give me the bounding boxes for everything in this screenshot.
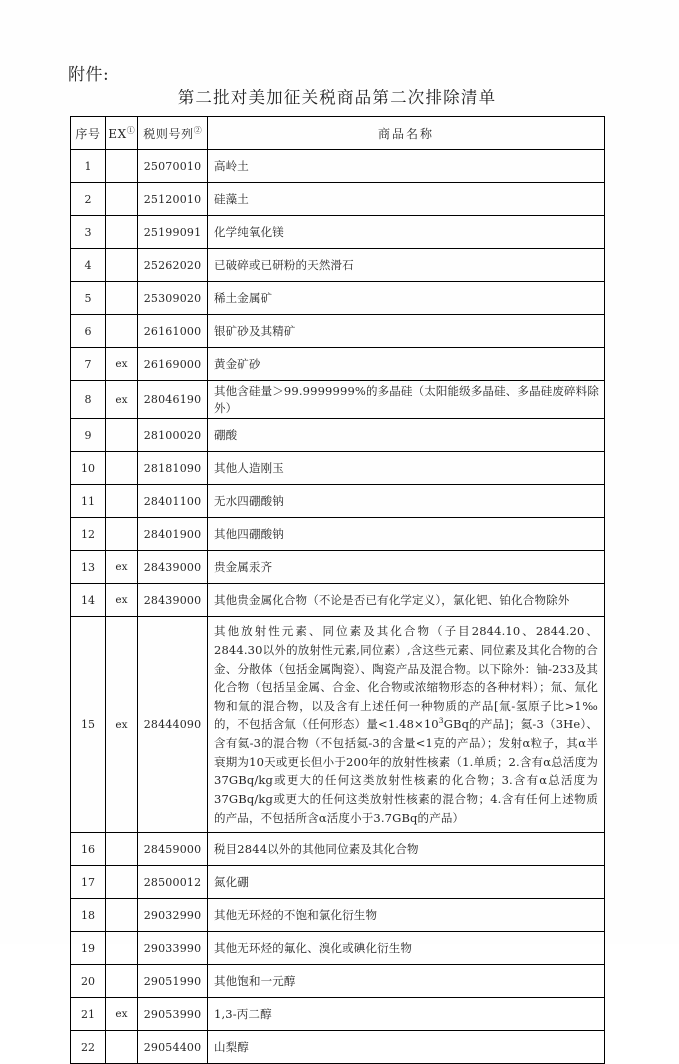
cell-product-name: 化学纯氧化镁 xyxy=(208,216,605,249)
cell-product-name: 硅藻土 xyxy=(208,183,605,216)
cell-sequence-number: 17 xyxy=(71,866,106,899)
cell-ex-marker xyxy=(106,485,138,518)
cell-product-name: 其他无环烃的不饱和氯化衍生物 xyxy=(208,899,605,932)
cell-tariff-code: 25262020 xyxy=(138,249,208,282)
table-row xyxy=(71,419,605,452)
cell-ex-marker xyxy=(106,419,138,452)
table-row xyxy=(71,183,605,216)
cell-product-name: 其他人造刚玉 xyxy=(208,452,605,485)
cell-sequence-number: 19 xyxy=(71,932,106,965)
exclusion-list-table xyxy=(70,116,605,1064)
cell-product-name: 山梨醇 xyxy=(208,1031,605,1064)
cell-sequence-number: 2 xyxy=(71,183,106,216)
table-row xyxy=(71,1031,605,1064)
table-row xyxy=(71,932,605,965)
cell-ex-marker xyxy=(106,249,138,282)
cell-ex-marker xyxy=(106,183,138,216)
cell-tariff-code: 25120010 xyxy=(138,183,208,216)
cell-sequence-number: 6 xyxy=(71,315,106,348)
table-row xyxy=(71,551,605,584)
cell-ex-marker xyxy=(106,899,138,932)
cell-ex-marker xyxy=(106,282,138,315)
cell-ex-marker: ex xyxy=(106,998,138,1031)
cell-product-name: 其他无环烃的氟化、溴化或碘化衍生物 xyxy=(208,932,605,965)
table-row xyxy=(71,249,605,282)
cell-ex-marker xyxy=(106,452,138,485)
cell-product-name: 其他含硅量＞99.9999999%的多晶硅（太阳能级多晶硅、多晶硅废碎料除外） xyxy=(208,381,605,419)
table-row xyxy=(71,216,605,249)
cell-sequence-number: 16 xyxy=(71,833,106,866)
cell-product-name: 黄金矿砂 xyxy=(208,348,605,381)
cell-ex-marker xyxy=(106,932,138,965)
cell-tariff-code: 25070010 xyxy=(138,150,208,183)
cell-tariff-code: 28401100 xyxy=(138,485,208,518)
table-header xyxy=(71,117,605,150)
column-header-seq xyxy=(71,117,106,150)
cell-tariff-code: 28444090 xyxy=(138,617,208,833)
cell-sequence-number: 11 xyxy=(71,485,106,518)
cell-product-name: 税目2844以外的其他同位素及其化合物 xyxy=(208,833,605,866)
cell-sequence-number: 20 xyxy=(71,965,106,998)
cell-sequence-number: 7 xyxy=(71,348,106,381)
table-row xyxy=(71,452,605,485)
attachment-label: 附件: xyxy=(68,65,110,85)
cell-sequence-number: 4 xyxy=(71,249,106,282)
cell-product-name: 稀土金属矿 xyxy=(208,282,605,315)
column-header-seq-label: 序号 xyxy=(75,126,101,141)
cell-ex-marker xyxy=(106,518,138,551)
cell-ex-marker: ex xyxy=(106,551,138,584)
cell-tariff-code: 29053990 xyxy=(138,998,208,1031)
cell-tariff-code: 29054400 xyxy=(138,1031,208,1064)
cell-tariff-code: 28100020 xyxy=(138,419,208,452)
cell-sequence-number: 14 xyxy=(71,584,106,617)
cell-ex-marker xyxy=(106,833,138,866)
cell-tariff-code: 28046190 xyxy=(138,381,208,419)
cell-tariff-code: 28439000 xyxy=(138,551,208,584)
cell-sequence-number: 13 xyxy=(71,551,106,584)
table-row xyxy=(71,833,605,866)
table-row xyxy=(71,315,605,348)
footnote-marker-2: ② xyxy=(193,125,202,135)
cell-sequence-number: 21 xyxy=(71,998,106,1031)
table-row xyxy=(71,381,605,419)
cell-sequence-number: 15 xyxy=(71,617,106,833)
footnote-marker-1: ① xyxy=(126,126,135,135)
cell-tariff-code: 29032990 xyxy=(138,899,208,932)
cell-sequence-number: 1 xyxy=(71,150,106,183)
cell-tariff-code: 28181090 xyxy=(138,452,208,485)
column-header-code-label: 税则号列 xyxy=(143,126,194,141)
page-title: 第二批对美加征关税商品第二次排除清单 xyxy=(177,88,497,107)
cell-sequence-number: 3 xyxy=(71,216,106,249)
table-row xyxy=(71,899,605,932)
table-row xyxy=(71,584,605,617)
table-row xyxy=(71,965,605,998)
cell-product-name: 其他贵金属化合物（不论是否已有化学定义），氯化钯、铂化合物除外 xyxy=(208,584,605,617)
cell-ex-marker xyxy=(106,866,138,899)
cell-ex-marker xyxy=(106,1031,138,1064)
table-row xyxy=(71,617,605,833)
cell-product-name: 1,3-丙二醇 xyxy=(208,998,605,1031)
cell-sequence-number: 9 xyxy=(71,419,106,452)
cell-product-name: 氮化硼 xyxy=(208,866,605,899)
cell-ex-marker: ex xyxy=(106,348,138,381)
table-row xyxy=(71,282,605,315)
column-header-name-label: 商品名称 xyxy=(377,126,434,141)
cell-sequence-number: 12 xyxy=(71,518,106,551)
column-header-ex xyxy=(106,117,138,150)
table-row xyxy=(71,150,605,183)
cell-sequence-number: 22 xyxy=(71,1031,106,1064)
table-row xyxy=(71,485,605,518)
column-header-code xyxy=(138,117,208,150)
cell-product-name: 其他放射性元素、同位素及其化合物（子目2844.10、2844.20、2844.30以外的放射性元素,同位素）,含这些元素、同位素及其化合物的合金、分散体（包括金属陶瓷）、陶瓷产品及混合物。以下除外：铀-233及其化合物（包括呈金属、合金、化合物或浓缩物形态的各种材料）；氚、氚化物和氚的混合物，以及含有上述任何一种物质的产品[氚-氢原子比>1‰的，不包括含氚（任何形态）量$<1.48\times 10^3GBq$的产品]；氦-3（3He）、含有氦-3的混合物（不包括氦-3的含量<1克的产品）；发射α粒子，其α半衰期为10天或更长但小于200年的放射性核素（1.单质；2.含有α总活度为37GBq/kg或更大的任何这类放射性核素的化合物；3.含有α总活度为37GBq/kg或更大的任何这类放射性核素的混合物；4.含有任何上述物质的产品，不包括所含α活度小于3.7GBq的产品） xyxy=(208,617,605,833)
cell-ex-marker xyxy=(106,216,138,249)
column-header-name xyxy=(208,117,605,150)
cell-tariff-code: 28401900 xyxy=(138,518,208,551)
cell-product-name: 已破碎或已研粉的天然滑石 xyxy=(208,249,605,282)
table-row xyxy=(71,866,605,899)
cell-tariff-code: 26161000 xyxy=(138,315,208,348)
column-header-ex-label: EX xyxy=(108,127,127,141)
cell-ex-marker: ex xyxy=(106,584,138,617)
cell-ex-marker xyxy=(106,965,138,998)
cell-sequence-number: 8 xyxy=(71,381,106,419)
table-row xyxy=(71,998,605,1031)
cell-tariff-code: 25199091 xyxy=(138,216,208,249)
cell-tariff-code: 28500012 xyxy=(138,866,208,899)
cell-ex-marker xyxy=(106,315,138,348)
cell-tariff-code: 28459000 xyxy=(138,833,208,866)
cell-sequence-number: 5 xyxy=(71,282,106,315)
cell-tariff-code: 26169000 xyxy=(138,348,208,381)
cell-product-name: 其他四硼酸钠 xyxy=(208,518,605,551)
cell-product-name: 硼酸 xyxy=(208,419,605,452)
cell-tariff-code: 28439000 xyxy=(138,584,208,617)
cell-tariff-code: 29051990 xyxy=(138,965,208,998)
table-body xyxy=(71,150,605,1064)
cell-tariff-code: 29033990 xyxy=(138,932,208,965)
cell-ex-marker: ex xyxy=(106,617,138,833)
cell-product-name: 其他饱和一元醇 xyxy=(208,965,605,998)
table-row xyxy=(71,518,605,551)
cell-tariff-code: 25309020 xyxy=(138,282,208,315)
cell-product-name: 贵金属汞齐 xyxy=(208,551,605,584)
table-row xyxy=(71,348,605,381)
cell-product-name: 银矿砂及其精矿 xyxy=(208,315,605,348)
cell-product-name: 高岭土 xyxy=(208,150,605,183)
cell-sequence-number: 10 xyxy=(71,452,106,485)
cell-ex-marker: ex xyxy=(106,381,138,419)
table-header-row xyxy=(71,117,605,150)
cell-product-name: 无水四硼酸钠 xyxy=(208,485,605,518)
cell-sequence-number: 18 xyxy=(71,899,106,932)
cell-ex-marker xyxy=(106,150,138,183)
